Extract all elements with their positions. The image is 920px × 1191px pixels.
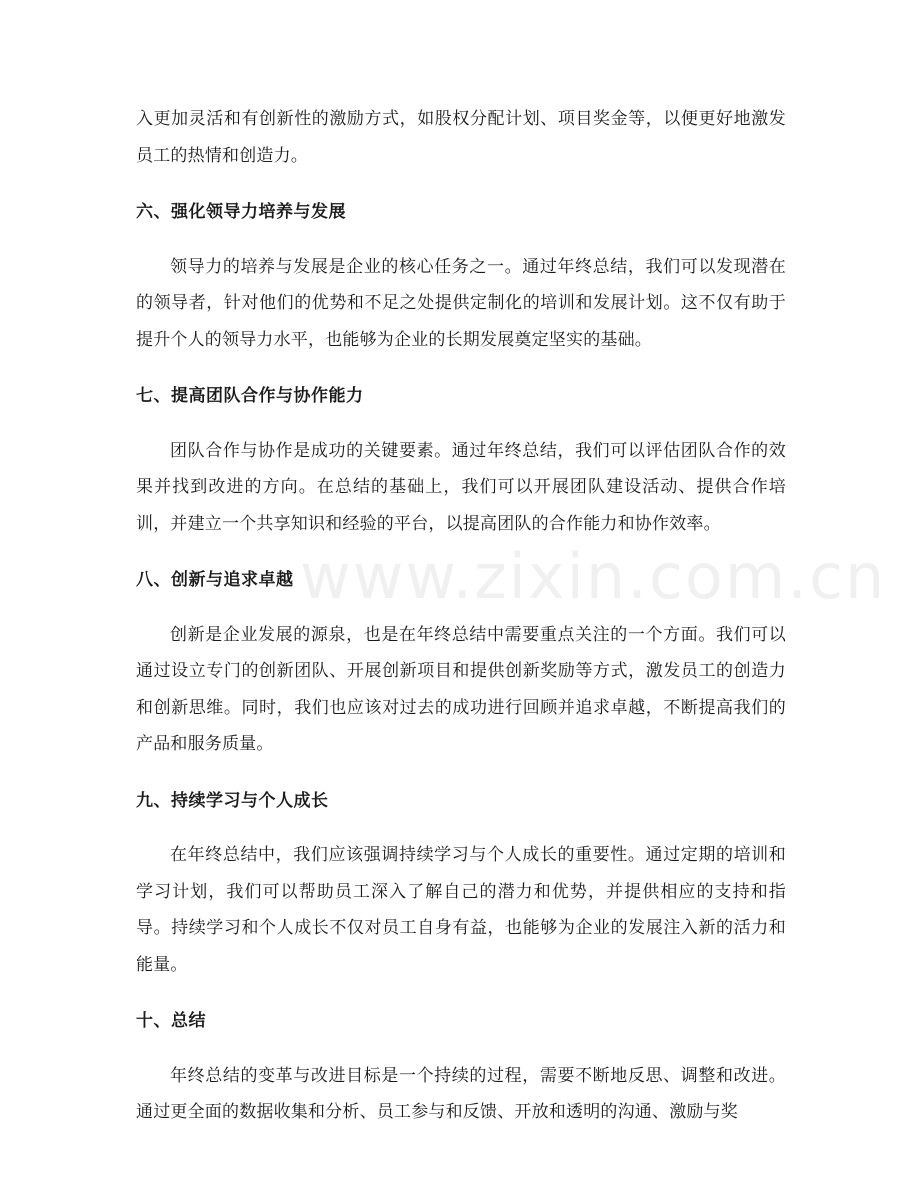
section-heading-7: 七、提高团队合作与协作能力 xyxy=(136,386,364,406)
section-body-7: 团队合作与协作是成功的关键要素。通过年终总结，我们可以评估团队合作的效果并找到改进的方向。在总结的基础上，我们可以开展团队建设活动、提供合作培训，并建立一个共享知识和经验的平台，以提高团队的合作能力和协作效率。 xyxy=(136,440,786,534)
section-body-6: 领导力的培养与发展是企业的核心任务之一。通过年终总结，我们可以发现潜在的领导者，针对他们的优势和不足之处提供定制化的培训和发展计划。这不仅有助于提升个人的领导力水平，也能够为企业的长期发展奠定坚实的基础。 xyxy=(136,256,786,350)
section-heading-10: 十、总结 xyxy=(136,1011,206,1031)
section-heading-9: 九、持续学习与个人成长 xyxy=(136,790,329,811)
section-body-10: 年终总结的变革与改进目标是一个持续的过程，需要不断地反思、调整和改进。通过更全面的数据收集和分析、员工参与和反馈、开放和透明的沟通、激励与奖 xyxy=(136,1065,786,1122)
section-heading-6: 六、强化领导力培养与发展 xyxy=(136,202,346,222)
watermark: www.zixin.com.cn xyxy=(300,540,887,613)
section-heading-8: 八、创新与追求卓越 xyxy=(136,570,294,590)
intro-paragraph: 入更加灵活和有创新性的激励方式，如股权分配计划、项目奖金等，以便更好地激发员工的热情和创造力。 xyxy=(136,109,786,166)
section-body-9: 在年终总结中，我们应该强调持续学习与个人成长的重要性。通过定期的培训和学习计划，我们可以帮助员工深入了解自己的潜力和优势，并提供相应的支持和指导。持续学习和个人成长不仅对员工自身有益，也能够为企业的发展注入新的活力和能量。 xyxy=(136,845,786,975)
section-body-8: 创新是企业发展的源泉，也是在年终总结中需要重点关注的一个方面。我们可以通过设立专门的创新团队、开展创新项目和提供创新奖励等方式，激发员工的创造力和创新思维。同时，我们也应该对过去的成功进行回顾并追求卓越，不断提高我们的产品和服务质量。 xyxy=(136,624,786,754)
document-page xyxy=(136,101,786,1131)
